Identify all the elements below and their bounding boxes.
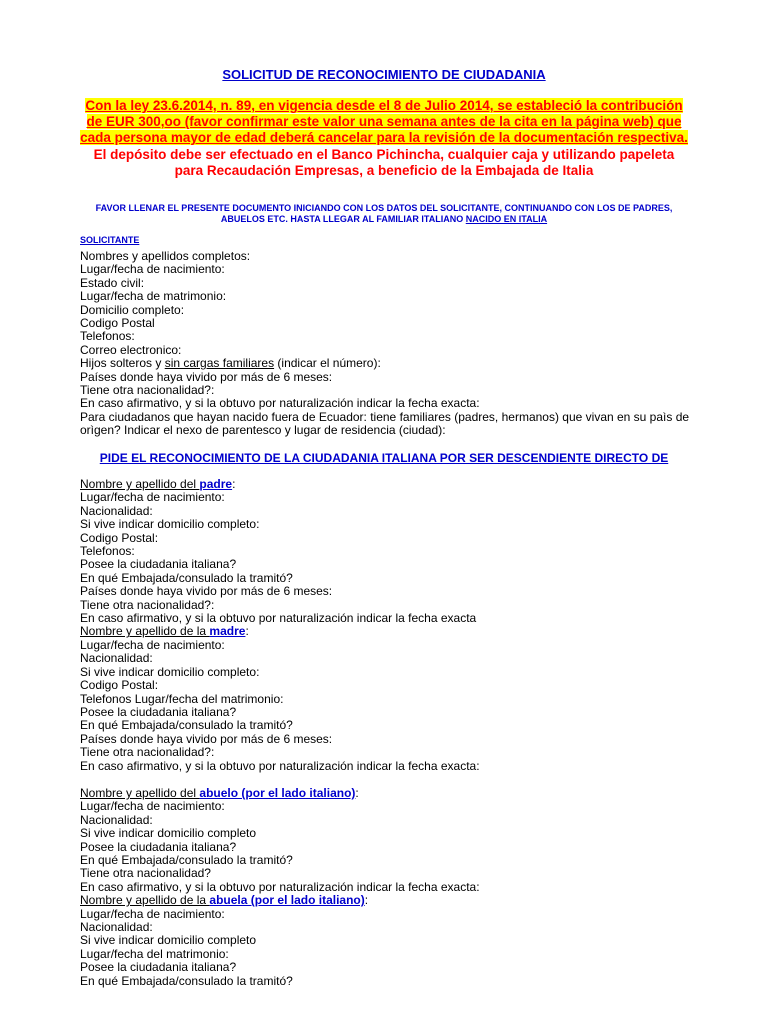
madre-line: Posee la ciudadania italiana? [80, 704, 237, 719]
abuelo-line: Lugar/fecha de nacimiento: [80, 799, 225, 814]
abuela-label-pre: Nombre y apellido de la [80, 893, 210, 908]
madre-label: Nombre y apellido de la madre: [80, 624, 249, 639]
instructions [80, 203, 688, 225]
abuelo-line: Tiene otra nacionalidad? [80, 866, 211, 881]
padre-line: Codigo Postal: [80, 530, 159, 545]
padre-line: Posee la ciudadania italiana? [80, 557, 237, 572]
abuelo-line: En caso afirmativo, y si la obtuvo por naturalización indicar la fecha exacta: [80, 879, 480, 894]
abuelo-line: Posee la ciudadania italiana? [80, 839, 237, 854]
padre-line: Países donde haya vivido por más de 6 meses: [80, 584, 333, 599]
madre-line: Telefonos Lugar/fecha del matrimonio: [80, 691, 284, 706]
padre-label-pre: Nombre y apellido del [80, 477, 200, 491]
madre-line: Nacionalidad: [80, 651, 153, 666]
abuelo-label: Nombre y apellido del abuelo (por el lado italiano): [80, 786, 359, 800]
padre-line: Si vive indicar domicilio completo: [80, 517, 260, 532]
padre-line: Telefonos: [80, 544, 135, 559]
solicitante-fields [80, 250, 690, 438]
abuela-line: Si vive indicar domicilio completo [80, 933, 257, 948]
padre-line: Lugar/fecha de nacimiento: [80, 490, 225, 505]
padre-section [80, 478, 690, 773]
padre-line: En qué Embajada/consulado la tramitó? [80, 570, 293, 585]
madre-line: Países donde haya vivido por más de 6 meses: [80, 731, 333, 746]
pide-heading: PIDE EL RECONOCIMIENTO DE LA CIUDADANIA ITALIANA POR SER DESCENDIENTE DIRECTO DE [99, 451, 669, 465]
field-paises: Países donde haya vivido por más de 6 meses: [80, 369, 333, 384]
abuela-label-keyword: abuela (por el lado italiano) [209, 893, 365, 908]
madre-line: Si vive indicar domicilio completo: [80, 664, 260, 679]
abuelo-line: Nacionalidad: [80, 812, 153, 827]
fee-notice [80, 98, 688, 179]
padre-line: Tiene otra nacionalidad?: [80, 597, 215, 612]
field-lugar-matrimonio: Lugar/fecha de matrimonio: [80, 289, 227, 304]
document-title: SOLICITUD DE RECONOCIMIENTO DE CIUDADANIA [222, 67, 546, 82]
madre-label-pre: Nombre y apellido de la [80, 624, 210, 639]
madre-line: En qué Embajada/consulado la tramitó? [80, 718, 293, 733]
abuela-line: Lugar/fecha del matrimonio: [80, 946, 229, 961]
field-estado-civil: Estado civil: [80, 275, 145, 290]
field-otra-nacionalidad: Tiene otra nacionalidad?: [80, 383, 215, 398]
field-hijos-b: sin cargas familiares [164, 356, 275, 371]
solicitante-label: SOLICITANTE [80, 235, 140, 245]
instructions-link: NACIDO EN ITALIA [465, 214, 548, 224]
abuelo-line: En qué Embajada/consulado la tramitó? [80, 853, 293, 868]
field-domicilio: Domicilio completo: [80, 302, 185, 317]
field-hijos-c: (indicar el número): [274, 356, 381, 371]
fee-notice-highlighted: Con la ley 23.6.2014, n. 89, en vigencia desde el 8 de Julio 2014, se estableció la contribución de EUR 300,oo (favor confirmar este valor una semana antes de la cita en la página web) que cada persona mayor de edad deberá cancelar para la revisión de la documentación respectiva. [80, 98, 688, 146]
field-correo: Correo electronico: [80, 342, 182, 357]
field-lugar-nacimiento: Lugar/fecha de nacimiento: [80, 262, 225, 277]
madre-line: En caso afirmativo, y si la obtuvo por naturalización indicar la fecha exacta: [80, 758, 480, 773]
abuela-line: Posee la ciudadania italiana? [80, 960, 237, 975]
abuela-line: Lugar/fecha de nacimiento: [80, 906, 225, 921]
abuelo-label-pre: Nombre y apellido del [80, 786, 200, 800]
field-hijos [80, 357, 690, 370]
padre-label: Nombre y apellido del padre: [80, 477, 236, 491]
abuelos-section [80, 787, 690, 988]
instructions-text: FAVOR LLENAR EL PRESENTE DOCUMENTO INICIANDO CON LOS DATOS DEL SOLICITANTE, CONTINUANDO CON LOS DE PADRES, ABUELOS ETC. HASTA LLEGAR AL FAMILIAR ITALIANO [95, 203, 673, 224]
padre-line: En caso afirmativo, y si la obtuvo por naturalización indicar la fecha exacta [80, 611, 477, 626]
field-telefonos: Telefonos: [80, 329, 135, 344]
abuela-line: Nacionalidad: [80, 920, 153, 935]
abuelo-label-keyword: abuelo (por el lado italiano) [199, 786, 356, 800]
padre-label-keyword: padre [199, 477, 233, 491]
field-caso-afirmativo: En caso afirmativo, y si la obtuvo por naturalización indicar la fecha exacta: [80, 396, 480, 411]
fee-notice-deposit: El depósito debe ser efectuado en el Banco Pichincha, cualquier caja y utilizando papeleta para Recaudación Empresas, a beneficio de la Embajada de Italia [93, 146, 675, 178]
madre-line: Lugar/fecha de nacimiento: [80, 637, 225, 652]
field-codigo-postal: Codigo Postal [80, 316, 155, 331]
madre-line: Codigo Postal: [80, 678, 159, 693]
field-familiares-exterior: Para ciudadanos que hayan nacido fuera de Ecuador: tiene familiares (padres, hermanos) que vivan en su paìs de orìgen? Indicar el nexo de parentesco y lugar de residencia (ciudad): [80, 409, 690, 438]
abuela-line: En qué Embajada/consulado la tramitó? [80, 973, 293, 988]
padre-line: Nacionalidad: [80, 503, 153, 518]
field-nombres: Nombres y apellidos completos: [80, 249, 251, 263]
abuelo-line: Si vive indicar domicilio completo [80, 826, 257, 841]
madre-label-keyword: madre [209, 624, 246, 639]
field-hijos-a: Hijos solteros y [80, 356, 165, 371]
madre-line: Tiene otra nacionalidad?: [80, 745, 215, 760]
abuela-label: Nombre y apellido de la abuela (por el lado italiano): [80, 893, 369, 908]
